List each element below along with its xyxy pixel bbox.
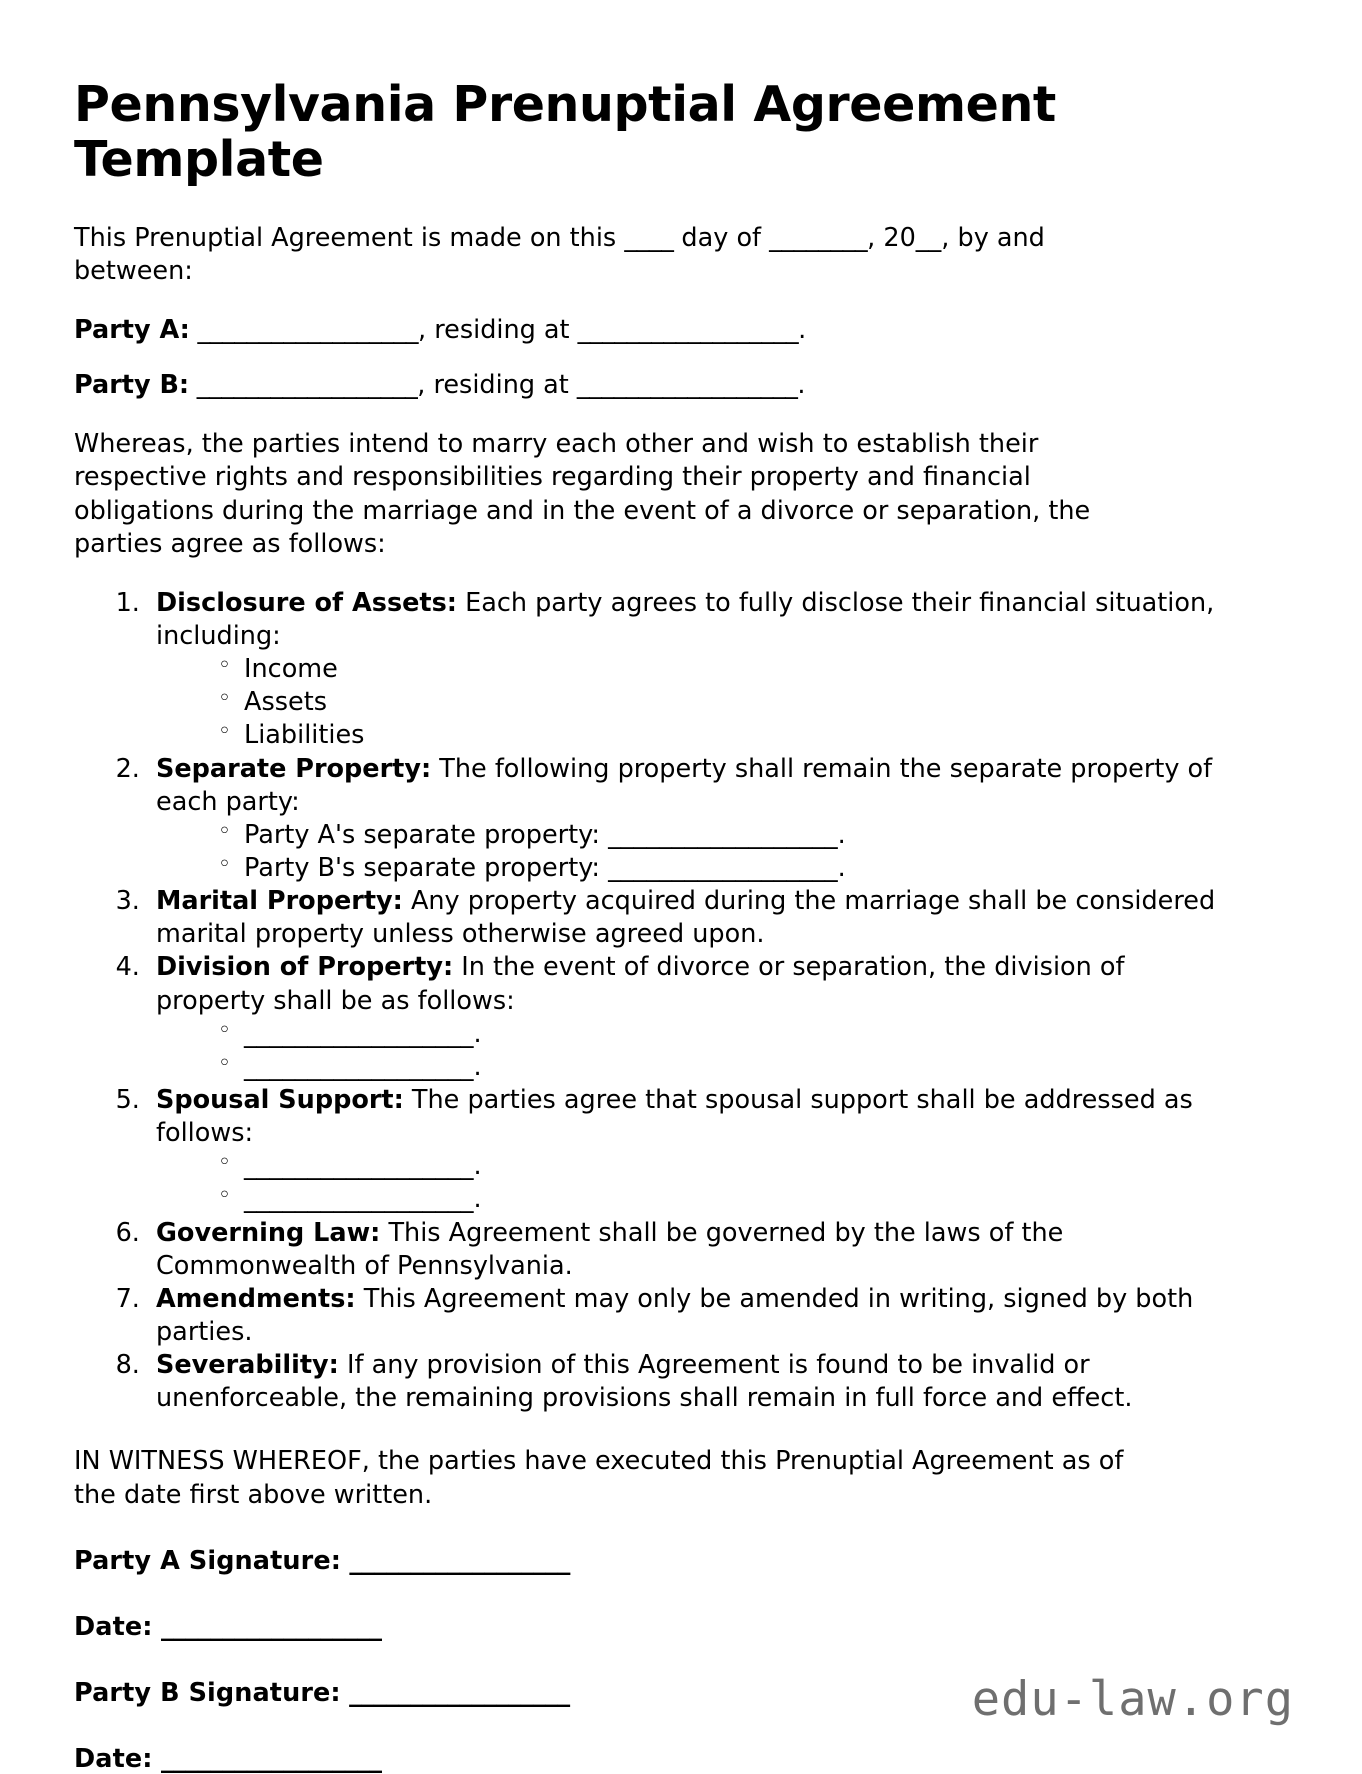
clause-heading: Spousal Support:	[156, 1084, 404, 1115]
clause-subitem: ◦ Assets	[216, 686, 1223, 719]
party-a-signature-line	[74, 1546, 1250, 1576]
party-a-signature-label: Party A Signature:	[74, 1545, 342, 1576]
clause-heading: Governing Law:	[156, 1217, 381, 1248]
clause-subitem: ◦ __________________.	[216, 1150, 1223, 1183]
clause-subitem-list	[156, 653, 1223, 752]
whereas-paragraph: Whereas, the parties intend to marry each other and wish to establish their respective rights and responsibilities regarding their property and financial obligations during the marriage and in the event of a divorce or separation, the parties agree as follows:	[74, 429, 1091, 559]
clause-subitem: ◦ __________________.	[216, 1018, 1223, 1051]
clause-body: The following property shall remain the separate property of each party:	[156, 753, 1213, 817]
intro-mid: day of	[673, 222, 770, 253]
clause-body: This Agreement shall be governed by the laws of the Commonwealth of Pennsylvania.	[156, 1217, 1064, 1281]
party-a-label: Party A:	[74, 315, 190, 346]
party-b-signature-rule: __________________	[340, 1677, 570, 1708]
clause-subitem: ◦ __________________.	[216, 1051, 1223, 1084]
clause-item	[148, 1283, 1223, 1349]
clause-heading: Division of Property:	[156, 952, 454, 983]
witness-paragraph: IN WITNESS WHEREOF, the parties have executed this Prenuptial Agreement as of the date first above written.	[74, 1446, 1124, 1510]
clause-subitem-list	[156, 819, 1223, 885]
party-a-signature-rule: __________________	[341, 1545, 570, 1576]
signature-block	[74, 1546, 1250, 1774]
intro-paragraph	[74, 222, 1136, 288]
clause-item	[148, 1217, 1223, 1283]
clause-heading: Disclosure of Assets:	[156, 587, 457, 618]
intro-year: , 20__, by and between:	[74, 222, 1045, 286]
site-watermark: edu-law.org	[971, 1672, 1294, 1727]
clause-item	[148, 753, 1223, 886]
clause-body: Each party agrees to fully disclose their financial situation, including:	[156, 587, 1215, 652]
clause-body: The parties agree that spousal support shall be addressed as follows:	[156, 1084, 1193, 1149]
party-a-date-label: Date:	[74, 1611, 153, 1642]
clause-item	[148, 1349, 1223, 1415]
clause-subitem: ◦ __________________.	[216, 1183, 1223, 1216]
page-title: Pennsylvania Prenuptial Agreement Template	[74, 76, 1056, 188]
clause-heading: Separate Property:	[156, 753, 432, 784]
clause-body: Any property acquired during the marriage shall be considered marital property unless otherwise agreed upon.	[156, 886, 1216, 950]
intro-month-blank: ________	[769, 222, 868, 253]
party-a-address-blank: __________________	[577, 315, 799, 346]
clause-item	[148, 885, 1223, 951]
clause-heading: Severability:	[156, 1350, 339, 1381]
intro-prefix: This Prenuptial Agreement is made on this	[74, 222, 625, 253]
party-a-line	[74, 314, 1136, 347]
party-b-signature-label: Party B Signature:	[74, 1677, 341, 1708]
clause-heading: Amendments:	[156, 1283, 356, 1314]
clause-heading: Marital Property:	[156, 886, 403, 917]
clause-item	[148, 587, 1223, 753]
party-b-line	[74, 369, 1136, 402]
party-a-date-line	[74, 1612, 1250, 1642]
party-b-residing-text: , residing at	[417, 370, 577, 401]
party-b-date-rule: __________________	[152, 1743, 382, 1774]
party-b-label: Party B:	[74, 370, 190, 401]
party-b-date-line	[74, 1744, 1250, 1774]
party-b-address-blank: __________________	[576, 370, 798, 401]
clause-subitem: ◦ Income	[216, 653, 1223, 686]
party-b-date-label: Date:	[74, 1743, 153, 1774]
party-a-residing-text: , residing at	[418, 315, 578, 346]
intro-day-blank: ____	[624, 222, 674, 253]
clause-subitem-list	[156, 1018, 1223, 1084]
clause-list	[74, 587, 1223, 1416]
clause-subitem-list	[156, 1150, 1223, 1216]
clause-body: This Agreement may only be amended in writing, signed by both parties.	[156, 1283, 1194, 1347]
party-b-name-blank: __________________	[189, 370, 418, 401]
party-a-name-blank: __________________	[189, 315, 418, 346]
clause-body: In the event of divorce or separation, the division of property shall be as follows:	[156, 952, 1125, 1016]
clause-subitem: ◦ Liabilities	[216, 719, 1223, 752]
clause-body: If any provision of this Agreement is found to be invalid or unenforceable, the remaining provisions shall remain in full force and effect.	[156, 1350, 1133, 1414]
party-a-date-rule: __________________	[152, 1611, 382, 1642]
party-a-period: .	[798, 315, 807, 346]
clause-subitem: ◦ Party B's separate property: __________________.	[216, 852, 1223, 885]
clause-item	[148, 1084, 1223, 1217]
party-b-period: .	[797, 370, 806, 401]
clause-subitem: ◦ Party A's separate property: __________________.	[216, 819, 1223, 852]
clause-item	[148, 951, 1223, 1084]
